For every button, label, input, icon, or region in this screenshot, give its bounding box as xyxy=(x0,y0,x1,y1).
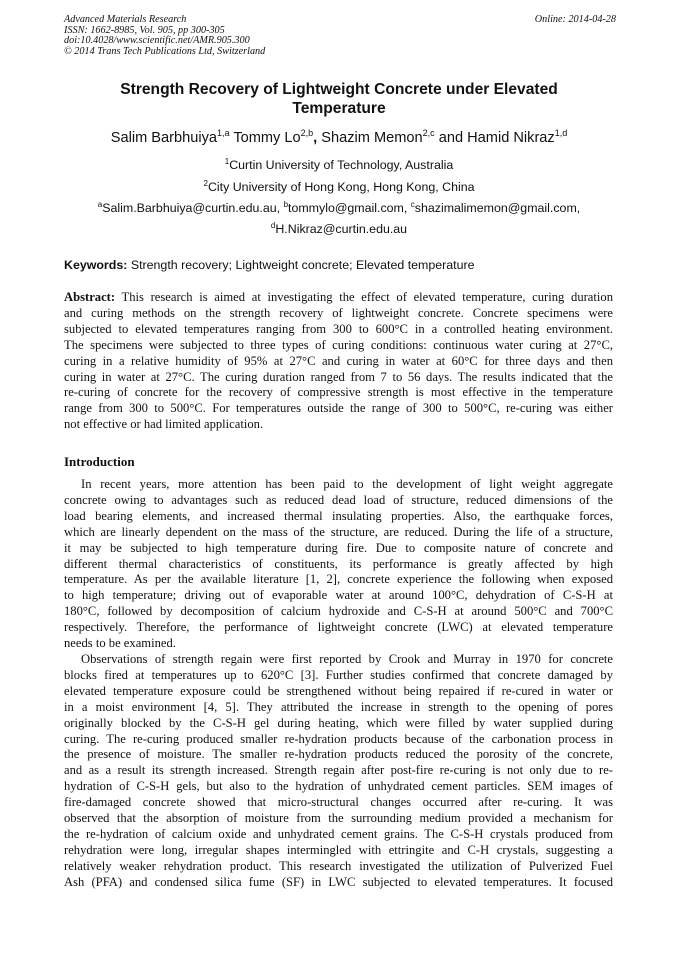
paragraph-line: 180°C, followed by decomposition of calcium hydroxide and C-S-H at around 500°C and 700°C xyxy=(64,604,613,619)
paragraph-line: the presence of moisture. The smaller re-hydration products reduced the porosity of the concrete, xyxy=(64,747,613,762)
paragraph-line: originally blocked by the C-S-H gel during heating, which were filled by water supplied during xyxy=(64,715,613,730)
paragraph-line: needs to be examined. xyxy=(64,636,176,651)
paragraph-line: hydration of C-S-H gels, but also to the hydration of unhydrated cement particles. SEM images of xyxy=(64,779,613,794)
author-name: Shazim Memon xyxy=(321,130,423,146)
paragraph-line: temperature. As per the available literature [1, 2], concrete experience the following when exposed xyxy=(64,572,613,587)
abstract-line: curing in a relative humidity of 95% at 27°C and curing in water at 60°C for three days and then xyxy=(64,353,613,368)
author-name: Tommy Lo xyxy=(233,130,301,146)
paragraph-line: concrete owing to advantages such as reduced dead load of structure, reduced dimensions of the xyxy=(64,492,613,507)
author-separator: , xyxy=(313,130,322,146)
online-date: Online: 2014-04-28 xyxy=(534,14,616,25)
paragraph-line: observed that the absorption of moisture from the surrounding medium provided a mechanism for xyxy=(64,811,613,826)
affiliation xyxy=(40,158,638,173)
email-mark: d xyxy=(270,221,276,230)
email-address[interactable]: Salim.Barbhuiya@curtin.edu.au, xyxy=(102,201,281,215)
email-line xyxy=(40,201,638,216)
affiliation-text: City University of Hong Kong, Hong Kong, China xyxy=(207,180,475,194)
email-address[interactable]: tommylo@gmail.com, xyxy=(288,201,408,215)
email-address[interactable]: H.Nikraz@curtin.edu.au xyxy=(275,222,408,236)
author-list xyxy=(40,128,638,148)
paragraph-line: Ash (PFA) and condensed silica fume (SF) in LWC subjected to elevated temperatures. It focused xyxy=(64,874,613,889)
author-name: Hamid Nikraz xyxy=(467,130,555,146)
paragraph-line: in a moist environment [4, 5]. They attributed the increase in strength to the opening of pores xyxy=(64,699,613,714)
paragraph-line: the re-hydration of calcium oxide and unhydrated cement grains. The C-S-H crystals produced from xyxy=(64,826,613,841)
journal-name: Advanced Materials Research xyxy=(64,14,187,25)
affiliation-text: Curtin University of Technology, Australia xyxy=(229,158,454,172)
paragraph-line: Observations of strength regain were first reported by Crook and Murray in 1970 for concrete xyxy=(81,652,613,666)
title-line: Strength Recovery of Lightweight Concrete under Elevated xyxy=(120,81,558,98)
abstract-line: range from 300 to 500°C. For temperatures outside the range of 300 to 500°C, re-curing was either xyxy=(64,401,613,416)
keywords-label: Keywords: xyxy=(64,258,128,272)
paragraph-line: curing. The re-curing produced smaller re-hydration products because of the carbonation process in xyxy=(64,731,613,746)
copyright: © 2014 Trans Tech Publications Ltd, Switzerland xyxy=(64,45,266,57)
abstract-line: Abstract: This research is aimed at investigating the effect of elevated temperature, curing duration xyxy=(64,290,613,304)
keywords xyxy=(64,258,616,273)
author-affiliation-mark: 1,a xyxy=(217,128,230,138)
author-affiliation-mark: 1,d xyxy=(554,128,568,138)
abstract-line: and curing methods on the strength recovery of lightweight concrete. Concrete specimens were xyxy=(64,305,613,320)
email-mark: a xyxy=(97,200,103,209)
paragraph-line: it may be subjected to high temperature during fire. Due to composite nature of concrete and xyxy=(64,540,613,555)
paragraph-line: respectively. Therefore, the performance of lightweight concrete (LWC) at elevated temperature xyxy=(64,620,613,635)
paragraph-line: and as a result its strength increased. Strength regain after post-fire re-curing is not only due to re- xyxy=(64,763,613,778)
paragraph-line: load bearing elements, and increased thermal insulating properties. Also, the earthquake forces, xyxy=(64,508,613,523)
section-heading: Introduction xyxy=(64,454,135,469)
intro-paragraph-2 xyxy=(64,652,613,891)
keywords-text: Strength recovery; Lightweight concrete; Elevated temperature xyxy=(130,258,475,272)
affiliation-mark: 2 xyxy=(203,179,208,188)
paragraph-line: to high temperature; driving out of evaporable water at around 100°C, dehydration of C-S-H at xyxy=(64,588,613,603)
affiliation-mark: 1 xyxy=(224,157,230,166)
affiliation xyxy=(40,180,638,195)
author-affiliation-mark: 2,b xyxy=(300,128,314,138)
abstract-line: curing in water at 27°C. The curing duration ranged from 7 to 56 days. The results indicated that the xyxy=(64,369,613,384)
abstract-line: not effective or had limited application. xyxy=(64,417,264,432)
abstract-line: The specimens were subjected to three types of curing conditions: continuous water curing at 27°C, xyxy=(64,337,613,352)
abstract xyxy=(64,290,613,433)
email-mark: b xyxy=(283,200,289,209)
email-line xyxy=(40,222,638,237)
doi: doi:10.4028/www.scientific.net/AMR.905.300 xyxy=(64,35,250,47)
title-line: Temperature xyxy=(292,100,386,117)
abstract-label: Abstract: xyxy=(64,290,116,304)
intro-paragraph-1 xyxy=(64,477,613,652)
author-name: Salim Barbhuiya xyxy=(110,130,218,146)
paragraph-line: relatively weaker rehydration product. This research investigated the utilization of Pulverized Fuel xyxy=(64,858,613,873)
paragraph-line: fire-damaged concrete showed that micro-structural changes occurred after re-curing. It was xyxy=(64,795,613,810)
paper-title xyxy=(64,80,614,118)
email-mark: c xyxy=(410,200,415,209)
paragraph-line: which are linearly dependent on the mass of the structure, are reduced. During the life of a structure, xyxy=(64,524,613,539)
journal-header xyxy=(64,15,265,57)
email-address[interactable]: shazimalimemon@gmail.com, xyxy=(414,201,581,215)
issn: ISSN: 1662-8985, Vol. 905, pp 300-305 xyxy=(64,24,225,36)
paragraph-line: blocks fired at temperatures up to 620°C [3]. Further studies confirmed that concrete damaged by xyxy=(64,667,613,682)
paragraph-line: elevated temperature exposure could be strengthened without being repaired if re-cured in water or xyxy=(64,683,613,698)
abstract-line: re-curing of concrete for the recovery of compressive strength is most effective in the temperature xyxy=(64,385,613,400)
paragraph-line: rehydration were long, irregular shapes intermingled with ettringite and C-H crystals, suggesting a xyxy=(64,842,613,857)
author-affiliation-mark: 2,c xyxy=(422,128,435,138)
paragraph-line: In recent years, more attention has been paid to the development of light weight aggregate xyxy=(81,477,613,491)
paragraph-line: different thermal characteristics of constituents, its performance is greatly affected by high xyxy=(64,556,613,571)
abstract-line: subjected to elevated temperatures ranging from 300 to 600°C in a controlled heating environment. xyxy=(64,321,613,336)
author-separator: and xyxy=(434,130,468,146)
